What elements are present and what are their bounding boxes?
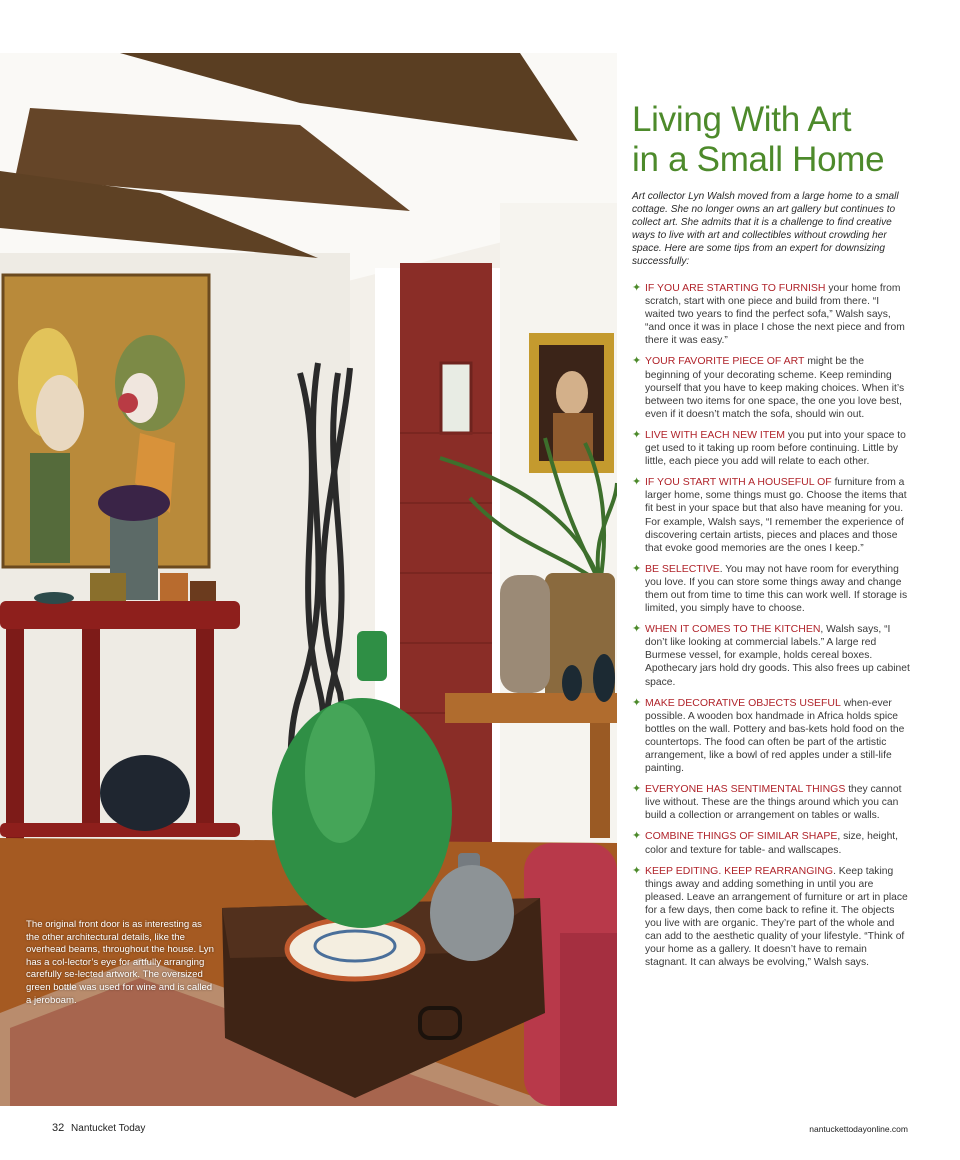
tip-item <box>632 783 910 822</box>
tip-lead: IF YOU ARE STARTING TO FURNISH <box>645 282 826 294</box>
tip-body: when-ever possible. A wooden box handmade in Africa holds spice bottles on the wall. Pottery and bas-kets hold food on the countertops. The food can often be part of the artistic arrangement, like a bowl of red apples under a still-life painting. <box>645 697 905 775</box>
tip-lead: MAKE DECORATIVE OBJECTS USEFUL <box>645 696 841 709</box>
framed-portrait <box>529 333 614 473</box>
publication-name: Nantucket Today <box>71 1123 146 1134</box>
four-point-star-icon: ✦ <box>632 355 642 368</box>
four-point-star-icon: ✦ <box>632 623 642 636</box>
footer-left <box>52 1122 145 1134</box>
article-column <box>632 100 910 977</box>
website-url: nantuckettodayonline.com <box>809 1124 908 1134</box>
black-basket <box>100 755 190 831</box>
tip-body: , Walsh says, “I don’t like looking at commercial labels.” A large red Burmese vessel, for example, holds cereal boxes. Apothecary jars hold dry goods. This also frees up cabinet space. <box>645 624 910 688</box>
article-title <box>632 100 910 180</box>
four-point-star-icon: ✦ <box>632 696 642 709</box>
tip-body: you put into your space to get used to it taking up room before continuing. Little by little, each piece you add will relate to each other. <box>645 429 906 468</box>
article-intro: Art collector Lyn Walsh moved from a large home to a small cottage. She no longer owns an art gallery but continues to collect art. She admits that it is a challenge to find creative ways to live with art and collectibles without crowding her space. Here are some tips from an expert for downsizing successfully: <box>632 191 899 267</box>
tip-body: might be the beginning of your decorating scheme. Keep reminding yourself that you have to keep making choices. When it’s between two items for one space, the one you love best, even if it doesn’t match the sofa, should win out. <box>645 356 905 420</box>
tip-item <box>632 865 910 970</box>
tip-body: . You may not have room for everything you love. If you can store some things away and change them out from time to time this can work well. If storage is limited, you simply have to choose. <box>645 563 908 615</box>
tip-lead: COMBINE THINGS OF SIMILAR SHAPE <box>645 830 838 843</box>
page-number: 32 <box>52 1122 65 1134</box>
four-point-star-icon: ✦ <box>632 783 642 796</box>
figurine <box>500 575 550 693</box>
tip-item <box>632 429 910 468</box>
decorative-plate <box>287 919 423 979</box>
tip-item <box>632 355 910 420</box>
tip-lead: LIVE WITH EACH NEW ITEM <box>645 428 786 441</box>
tip-lead: BE SELECTIVE <box>645 562 720 575</box>
photo-caption: The original front door is as interesting as the other architectural details, like the overhead beams, throughout the house. Lyn has a col-lector’s eye for artfully arranging carefully se-lected artwork. The oversized green bottle was used for wine and is called a jeroboam. <box>26 919 214 1006</box>
tip-lead: YOUR FAVORITE PIECE OF ART <box>645 355 805 368</box>
tip-body: , size, height, color and texture for table- and wallscapes. <box>645 831 899 856</box>
tip-item <box>632 697 910 776</box>
tip-lead: KEEP EDITING. KEEP REARRANGING <box>645 864 834 877</box>
tip-lead: EVERYONE HAS SENTIMENTAL THINGS <box>645 783 846 796</box>
four-point-star-icon: ✦ <box>632 282 642 294</box>
four-point-star-icon: ✦ <box>632 562 642 575</box>
abstract-portrait-painting <box>3 275 209 567</box>
tip-body: . Keep taking things away and adding something in until you are pleased. Leave an arrangement of furniture or art in place for a few days, then come back to refine it. The objects you live with are organic. They’re part of the whole and can add to the aesthetic quality of your lifestyle. “Think of your home as a gallery. It doesn’t have to remain stagnant. It can always be evolving,” Walsh says. <box>645 865 908 969</box>
tip-body: furniture from a larger home, some things must go. Choose the items that fit best in your space but that also have meaning for you. For example, Walsh says, “I remember the experience of discovering certain artists, pieces and places and those that evoke good memories are the ones I keep.” <box>645 477 907 554</box>
tip-lead: IF YOU START WITH A HOUSEFUL OF <box>645 476 832 489</box>
title-line-2: in a Small Home <box>632 140 885 179</box>
tip-item <box>632 476 910 555</box>
tip-item <box>632 563 910 615</box>
four-point-star-icon: ✦ <box>632 864 642 877</box>
tip-item <box>632 830 910 856</box>
tip-body: your home from scratch, start with one piece and build from there. “I waited two years to find the perfect sofa,” Walsh says, “and once it was in place I chose the next piece and from there it was easy.” <box>645 283 905 347</box>
interior-photo <box>0 53 617 1106</box>
tip-body: they cannot live without. These are the things around which you can build a collection or arrangement on tables or walls. <box>645 784 902 822</box>
four-point-star-icon: ✦ <box>632 476 642 489</box>
title-line-1: Living With Art <box>632 100 852 139</box>
four-point-star-icon: ✦ <box>632 830 642 843</box>
tip-item <box>632 282 910 347</box>
tips-list <box>632 282 910 969</box>
four-point-star-icon: ✦ <box>632 428 642 441</box>
tip-item <box>632 623 910 688</box>
tip-lead: WHEN IT COMES TO THE KITCHEN <box>645 623 821 636</box>
